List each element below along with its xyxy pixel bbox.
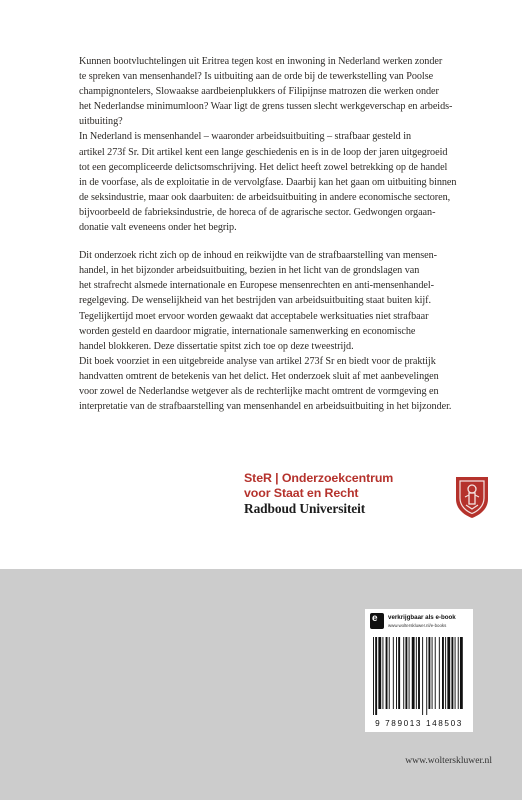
ebook-url: www.wolterskluwer.nl/e-books (388, 623, 447, 628)
barcode-bar (398, 637, 400, 709)
text-line: bijvoorbeeld de fabrieksindustrie, de horeca of de agrarische sector. Gedwongen orgaan- (79, 206, 436, 218)
text-line: regelgeving. De wenselijkheid van het bestrijden van arbeidsuitbuiting staat buiten kijf. (79, 295, 432, 307)
barcode-bar (451, 637, 453, 709)
text-line: Dit onderzoek richt zich op de inhoud en reikwijdte van de strafbaarstelling van mensen- (79, 250, 437, 262)
text-line: handel blokkeren. Deze dissertatie spitst zich toe op deze tweestrijd. (79, 340, 354, 352)
barcode-bar (447, 637, 450, 709)
barcode-bar (455, 637, 456, 709)
text-line: te spreken van mensenhandel? Is uitbuiting aan de orde bij de tewerkstelling van Poolse (79, 71, 434, 83)
barcode-bar (382, 637, 383, 709)
barcode-image (373, 637, 465, 717)
logo-line-1: SteR | Onderzoekcentrum (244, 471, 394, 485)
text-line: het strafrecht alsmede internationale en Europese mensenrechten en anti-mensenhandel- (79, 280, 434, 292)
publisher-website: www.wolterskluwer.nl (405, 755, 492, 766)
barcode-bar (428, 637, 430, 709)
barcode-bar (435, 637, 436, 709)
text-line: Tegelijkertijd moet ervoor worden gewaakt dat acceptabele werksituaties niet strafbaar (79, 310, 429, 322)
barcode-bar (373, 637, 374, 715)
barcode-bar (405, 637, 407, 709)
barcode-bar (426, 637, 427, 715)
text-line: in de voorfase, als de exploitatie in de vervolgfase. Daarbij kan het gaan om uitbuiting binnen (79, 176, 457, 188)
barcode-bar (409, 637, 410, 709)
barcode-bar (418, 637, 420, 709)
text-line: In Nederland is mensenhandel – waaronder arbeidsuitbuiting – strafbaar gesteld in (79, 131, 412, 143)
text-line: Kunnen bootvluchtelingen uit Eritrea tegen kost en inwoning in Nederland werken zonder (79, 56, 443, 67)
barcode-bar (439, 637, 440, 709)
text-line: champignontelers, Slowaakse aardbeienplukkers of Filipijnse matrozen die werken onder (79, 86, 439, 98)
text-line: voor zowel de Nederlandse wetgever als de rechterlijke macht omtrent de vormgeving en (79, 385, 439, 397)
text-line: het Nederlandse minimumloon? Waar ligt de grens tussen slecht werkgeverschap en arbeids- (79, 101, 453, 113)
back-cover-text (79, 54, 489, 414)
text-line: uitbuiting? (79, 116, 123, 128)
barcode-box (365, 609, 473, 732)
barcode-bar (396, 637, 397, 709)
text-line: handvatten omtrent de betekenis van het delict. Het onderzoek sluit af met aanbevelingen (79, 370, 439, 382)
text-line: artikel 273f Sr. Dit artikel kent een lange geschiedenis en is in de loop der jaren uitgegroeid (79, 146, 448, 158)
paragraph-1 (79, 54, 489, 129)
ster-logo (244, 471, 494, 531)
barcode-bar (416, 637, 417, 709)
barcode-bar (445, 637, 446, 709)
paragraph-4 (79, 354, 489, 414)
text-line: tot een gecompliceerde delictsomschrijving. Het delict heeft zowel betrekking op de handel (79, 161, 448, 173)
text-line: handel, in het bijzonder arbeidsuitbuiting, bezien in het licht van de grondslagen van (79, 265, 420, 277)
barcode-bar (403, 637, 404, 709)
barcode-bar (432, 637, 433, 709)
barcode-bar (460, 637, 463, 709)
barcode-bar (393, 637, 394, 709)
paragraph-gap (79, 235, 489, 248)
paragraph-3 (79, 248, 489, 354)
text-line: donatie valt eveneens onder het begrip. (79, 222, 237, 234)
logo-line-2: voor Staat en Recht (244, 486, 359, 500)
text-line: Dit boek voorziet in een uitgebreide analyse van artikel 273f Sr en biedt voor de praktijk (79, 355, 436, 367)
text-line: worden gesteld en daardoor migratie, internationale samenwerking en economische (79, 325, 416, 337)
barcode-bar (442, 637, 444, 709)
barcode-bar (386, 637, 388, 709)
text-line: de seksindustrie, maar ook daarbuiten: de arbeidsuitbuiting in andere economische sectoren, (79, 191, 451, 203)
isbn-number: 9 789013 148503 (375, 719, 463, 728)
barcode-bar (422, 637, 423, 715)
ebook-icon-letter: e (372, 613, 378, 624)
ebook-title: verkrijgbaar als e-book (388, 614, 456, 621)
barcode-bar (412, 637, 415, 709)
barcode-bar (389, 637, 390, 709)
barcode-bar (458, 637, 459, 709)
barcode-bar (375, 637, 377, 715)
text-line: interpretatie van de strafbaarstelling van mensenhandel en arbeidsuitbuiting in het bijzonder. (79, 401, 452, 413)
logo-line-3: Radboud Universiteit (244, 501, 366, 516)
radboud-crest-icon (454, 475, 490, 519)
paragraph-2 (79, 129, 489, 235)
ebook-icon (370, 613, 384, 629)
logo-text (244, 471, 444, 516)
barcode-bar (378, 637, 381, 709)
